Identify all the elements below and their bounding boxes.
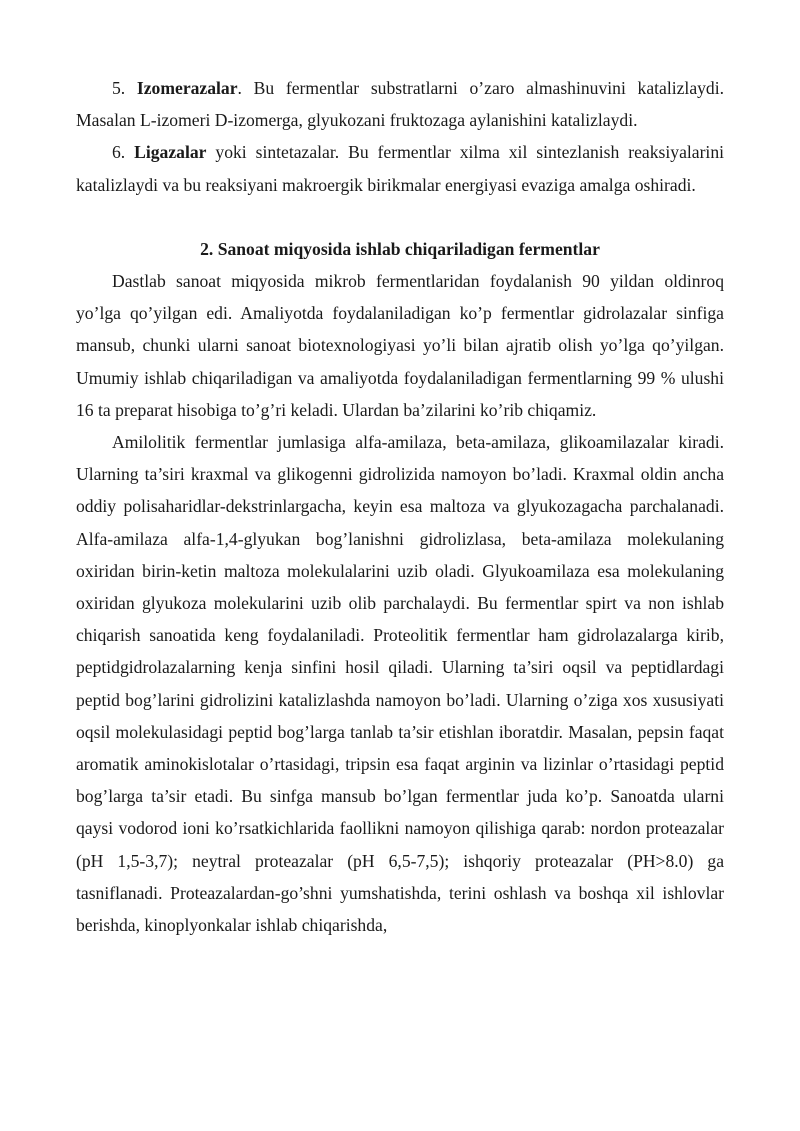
term-izomerazalar: Izomerazalar [136,78,238,98]
paragraph-text: . Bu fermentlar substratlarni o’zaro almashinuvini katalizlaydi. Masalan L-izomeri D-izomerga, glyukozani fruktozaga aylanishini katalizlaydi. [76,78,725,131]
term-ligazalar: Ligazalar [134,142,207,163]
section-heading: 2. Sanoat miqyosida ishlab chiqariladigan fermentlar [200,238,600,259]
document-page [76,72,724,941]
list-number: 5. [112,78,137,98]
paragraph-amilolitik: Amilolitik fermentlar jumlasiga alfa-amilaza, beta-amilaza, glikoamilazalar kiradi. Ularning ta’siri kraxmal va glikogenni gidrolizida namoyon bo’ladi. Kraxmal oldin ancha oddiy polisaharidlar-dekstrinlargacha, keyin esa maltoza va glyukozagacha parchalanadi. Alfa-amilaza alfa-1,4-glyukan bog’lanishni gidrolizlasa, beta-amilaza molekulaning oxiridan birin-ketin maltoza molekulalarini uzib oladi. Glyukoamilaza esa molekulaning oxiridan glyukoza molekularini uzib olib parchalaydi. Bu fermentlar spirt va non ishlab chiqarish sanoatida keng foydalaniladi. Proteolitik fermentlar ham gidrolazalarga kirib, peptidgidrolazalarning kenja sinfini hosil qiladi. Ularning ta’siri oqsil va peptidlardagi peptid bog’larini gidrolizini katalizlashda namoyon bo’ladi. Ularning o’ziga xos xususiyati oqsil molekulasidagi peptid bog’larga tanlab ta’sir etishlan iboratdir. Masalan, pepsin faqat aromatik aminokislotalar o’rtasidagi, tripsin esa faqat arginin va lizinlar o’rtasidagi peptid bog’larga ta’sir etadi. Bu sinfga mansub bo’lgan fermentlar juda ko’p. Sanoatda ularni qaysi vodorod ioni ko’rsatkichlarida faollikni namoyon qilishiga qarab: nordon proteazalar (pH 1,5-3,7); neytral proteazalar (pH 6,5-7,5); ishqoriy proteazalar (PH>8.0) ga tasniflanadi. Proteazalardan-go’shni yumshatishda, terini oshlash va boshqa xil ishlovlar berishda, kinoplyonkalar ishlab chiqarishda, [76,432,724,936]
paragraph-intro: Dastlab sanoat miqyosida mikrob fermentlaridan foydalanish 90 yildan oldinroq yo’lga qo’yilgan edi. Amaliyotda foydalaniladigan ko’p fermentlar gidrolazalar sinfiga mansub, chunki ularni sanoat biotexnologiyasi yo’li bilan ajratib olish yo’lga qo’yilgan. Umumiy ishlab chiqariladigan va amaliyotda foydalaniladigan fermentlarning 99 % ulushi 16 ta preparat hisobiga to’g’ri keladi. Ulardan ba’zilarini ko’rib chiqamiz. [76,271,724,420]
paragraph-ligazalar [76,136,724,200]
paragraph-izomerazalar [76,72,724,136]
paragraph-text: yoki sintetazalar. Bu fermentlar xilma xil sintezlanish reaksiyalarini katalizlaydi va bu reaksiyani makroergik birikmalar energiyasi evaziga amalga oshiradi. [76,142,725,195]
list-number: 6. [112,142,135,163]
